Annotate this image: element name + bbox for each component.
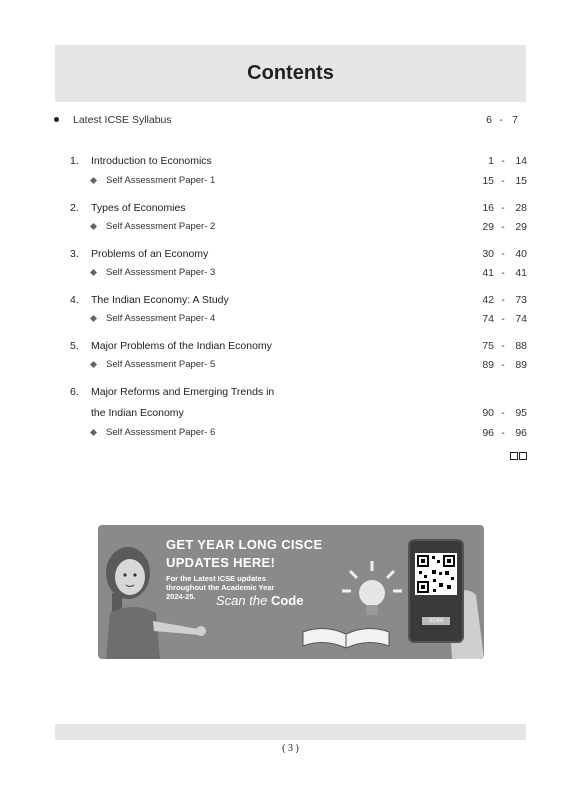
toc-chapter-row[interactable]	[0, 200, 581, 216]
sub-entry-label: Self Assessment Paper- 5	[106, 359, 216, 370]
title-band	[55, 45, 526, 102]
sub-entry-label: Self Assessment Paper- 1	[106, 175, 216, 186]
page-range: 74 - 74	[482, 313, 527, 325]
phone-icon	[408, 539, 464, 643]
page-range: 42 - 73	[482, 294, 527, 306]
toc-sub-row[interactable]	[0, 173, 581, 189]
chapter-title: The Indian Economy: A Study	[91, 294, 229, 306]
toc-sub-row[interactable]	[0, 265, 581, 281]
chapter-number: 1.	[70, 155, 79, 167]
page-range: 29 - 29	[482, 221, 527, 233]
banner-headline-line1: GET YEAR LONG CISCE	[166, 537, 323, 552]
chapter-number: 5.	[70, 340, 79, 352]
banner-body-line2: throughout the Academic Year	[166, 583, 275, 592]
page-number: ( 3 )	[282, 743, 299, 754]
diamond-bullet-icon	[90, 223, 97, 230]
banner-body-line1: For the Latest ICSE updates	[166, 574, 267, 583]
page-range: 15 - 15	[482, 175, 527, 187]
toc-entry-label: Latest ICSE Syllabus	[73, 114, 172, 126]
promo-banner[interactable]	[98, 525, 484, 659]
toc-chapter-row[interactable]	[0, 292, 581, 308]
qr-code-icon[interactable]	[415, 553, 457, 595]
chapter-title: Major Problems of the Indian Economy	[91, 340, 272, 352]
page-range: 96 - 96	[482, 427, 527, 439]
toc-chapter-row-cont[interactable]	[0, 405, 581, 421]
page-range: 90 - 95	[482, 407, 527, 419]
diamond-bullet-icon	[90, 269, 97, 276]
chapter-title-line1: Major Reforms and Emerging Trends in	[91, 386, 275, 398]
toc-sub-row[interactable]	[0, 219, 581, 235]
sub-entry-label: Self Assessment Paper- 2	[106, 221, 216, 232]
chapter-title-line2: the Indian Economy	[91, 407, 184, 419]
scan-button[interactable]: SCAN	[422, 617, 450, 625]
banner-body-line3: 2024-25.	[166, 592, 196, 601]
diamond-bullet-icon	[90, 315, 97, 322]
toc-syllabus-row[interactable]	[0, 112, 581, 128]
scan-the-code-text: Scan the Code	[216, 593, 304, 608]
diamond-bullet-icon	[90, 429, 97, 436]
toc-sub-row[interactable]	[0, 357, 581, 373]
chapter-number: 2.	[70, 202, 79, 214]
diamond-bullet-icon	[90, 361, 97, 368]
toc-chapter-row[interactable]	[0, 246, 581, 262]
page-range: 89 - 89	[482, 359, 527, 371]
page-range: 41 - 41	[482, 267, 527, 279]
page-title: Contents	[247, 62, 334, 84]
sub-entry-label: Self Assessment Paper- 3	[106, 267, 216, 278]
toc-chapter-row[interactable]	[0, 384, 581, 400]
chapter-title: Types of Economies	[91, 202, 186, 214]
chapter-number: 4.	[70, 294, 79, 306]
page-range: 1 - 14	[488, 155, 527, 167]
sub-entry-label: Self Assessment Paper- 6	[106, 427, 216, 438]
chapter-title: Introduction to Economics	[91, 155, 212, 167]
toc-chapter-row[interactable]	[0, 153, 581, 169]
chapter-title: Problems of an Economy	[91, 248, 209, 260]
sub-entry-label: Self Assessment Paper- 4	[106, 313, 216, 324]
diamond-bullet-icon	[90, 177, 97, 184]
page-range: 6 - 7	[486, 114, 518, 126]
footer-band	[55, 724, 526, 740]
page-range: 30 - 40	[482, 248, 527, 260]
bullet-icon	[54, 117, 59, 122]
lightbulb-icon	[342, 561, 402, 623]
end-mark-icon	[510, 452, 527, 460]
chapter-number: 6.	[70, 386, 79, 398]
page-range: 16 - 28	[482, 202, 527, 214]
banner-headline-line2: UPDATES HERE!	[166, 555, 276, 570]
toc-chapter-row[interactable]	[0, 338, 581, 354]
toc-sub-row[interactable]	[0, 311, 581, 327]
page-range: 75 - 88	[482, 340, 527, 352]
open-book-icon	[301, 620, 391, 650]
chapter-number: 3.	[70, 248, 79, 260]
toc-sub-row[interactable]	[0, 425, 581, 441]
